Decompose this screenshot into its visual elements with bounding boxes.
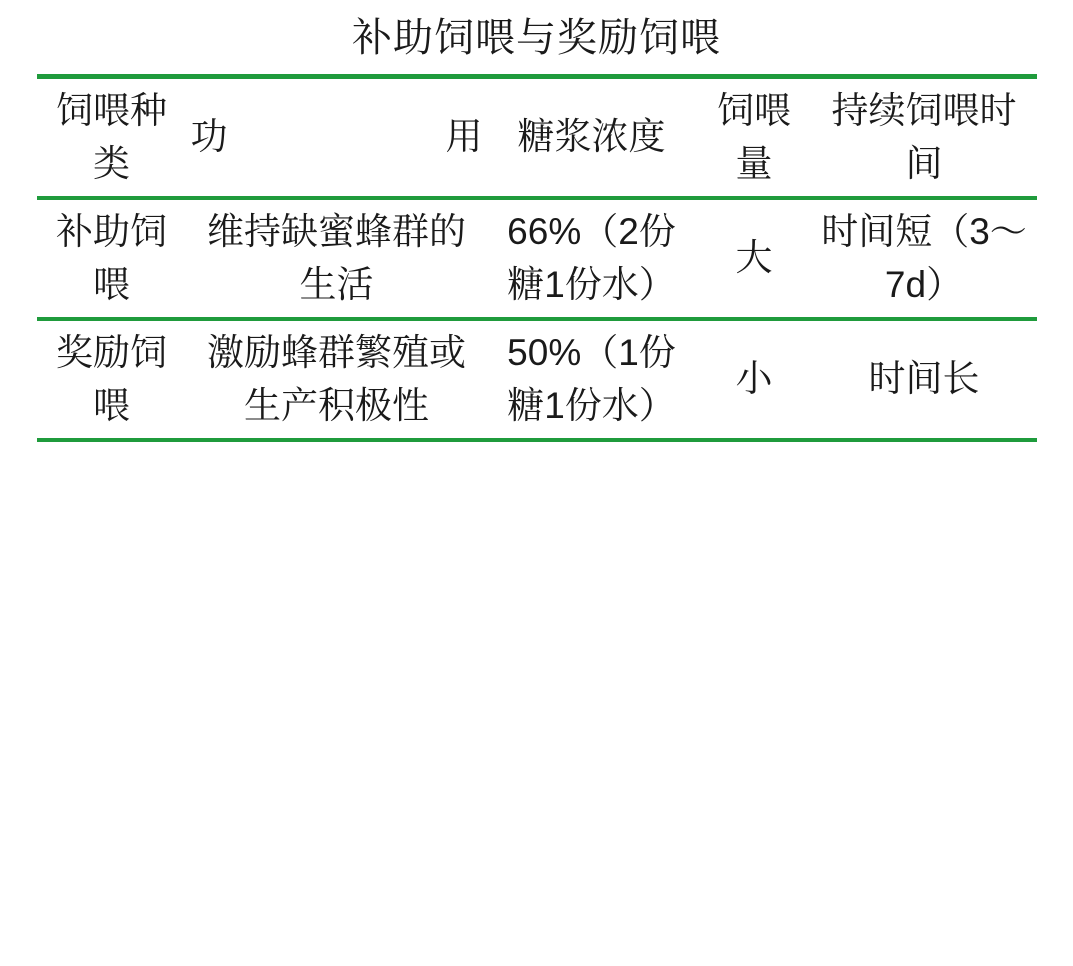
- cell-syrup: 66%（2份糖1份水）: [507, 211, 676, 305]
- table-row: [37, 319, 1037, 440]
- column-header-type: 饲喂种类: [56, 90, 167, 184]
- cell-function: 激励蜂群繁殖或生产积极性: [207, 332, 466, 426]
- table-row: [37, 198, 1037, 319]
- comparison-table: [37, 74, 1037, 442]
- column-header-amount: 饲喂量: [717, 90, 791, 184]
- table-header-row: [37, 77, 1037, 199]
- table-body: [37, 198, 1037, 440]
- cell-duration: 时间短（3～7d）: [821, 211, 1027, 305]
- cell-function: 维持缺蜜蜂群的生活: [207, 211, 466, 305]
- cell-type: 奖励饲喂: [56, 332, 167, 426]
- cell-type: 补助饲喂: [56, 211, 167, 305]
- cell-duration: 时间长: [868, 358, 980, 400]
- column-header-syrup: 糖浆浓度: [517, 116, 666, 158]
- column-header-function: 功用: [190, 116, 483, 158]
- cell-amount: 小: [735, 358, 773, 400]
- column-header-duration: 持续饲喂时间: [831, 90, 1017, 184]
- page-title: 补助饲喂与奖励饲喂: [352, 16, 721, 60]
- cell-amount: 大: [735, 237, 773, 279]
- cell-syrup: 50%（1份糖1份水）: [507, 332, 676, 426]
- table-header: [37, 77, 1037, 199]
